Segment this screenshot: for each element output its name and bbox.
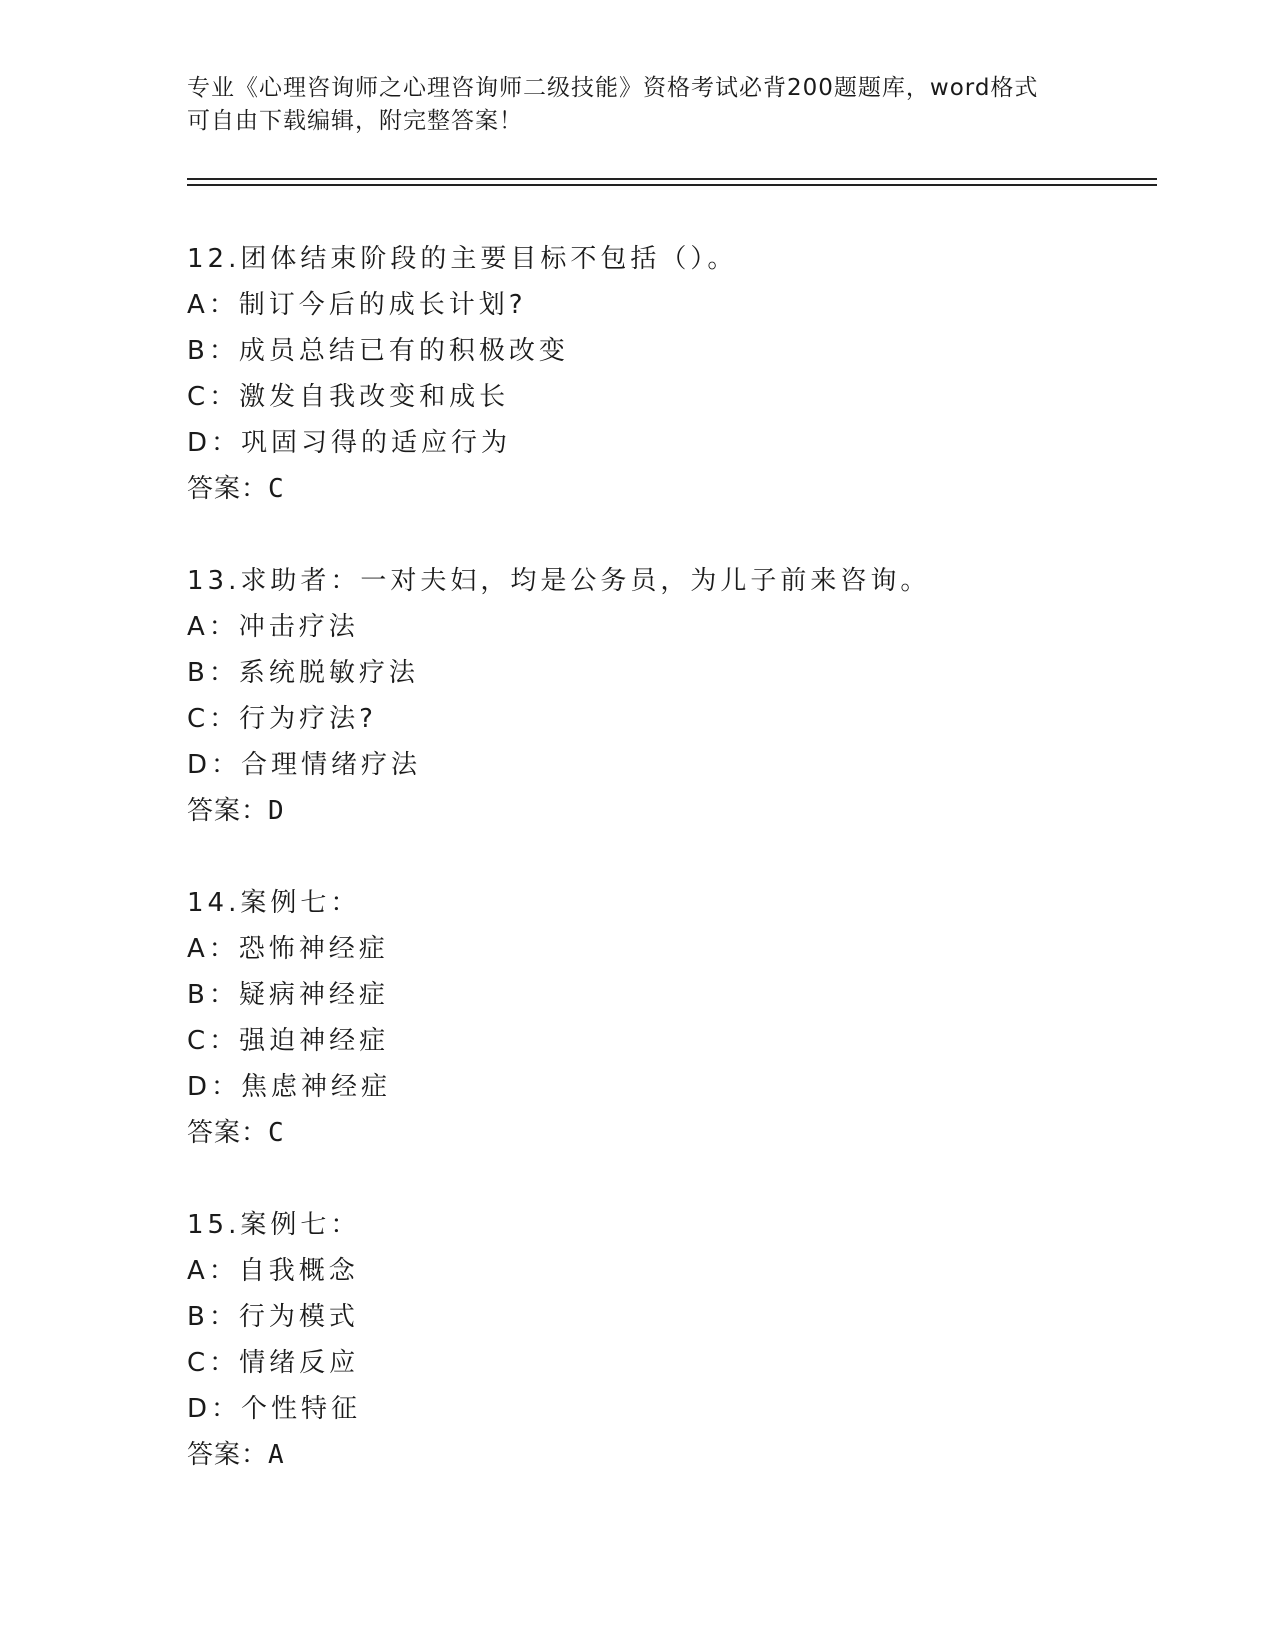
answer-value: A xyxy=(268,1440,284,1470)
header-line-2: 可自由下载编辑，附完整答案！ xyxy=(187,108,523,134)
header-line-1: 专业《心理咨询师之心理咨询师二级技能》资格考试必背200题题库，word格式 xyxy=(187,75,1039,101)
answer-value: D xyxy=(268,796,284,826)
header-divider-top xyxy=(187,178,1157,180)
answer-line xyxy=(187,788,1167,834)
option-a: A：恐怖神经症 xyxy=(187,934,389,964)
answer-value: C xyxy=(268,474,284,504)
option-b: B：行为模式 xyxy=(187,1302,359,1332)
option-d: D：合理情绪疗法 xyxy=(187,750,422,780)
question-list xyxy=(187,236,1167,1524)
document-header xyxy=(187,72,1087,138)
option-b: B：疑病神经症 xyxy=(187,980,389,1010)
question-14 xyxy=(187,880,1167,1156)
answer-line xyxy=(187,1432,1167,1478)
answer-label: 答案： xyxy=(187,1440,269,1470)
option-a: A：制订今后的成长计划? xyxy=(187,290,527,320)
answer-value: C xyxy=(268,1118,284,1148)
question-stem: 15.案例七： xyxy=(187,1210,361,1240)
answer-line xyxy=(187,1110,1167,1156)
option-c: C：激发自我改变和成长 xyxy=(187,382,510,412)
option-d: D：个性特征 xyxy=(187,1394,362,1424)
option-c: C：情绪反应 xyxy=(187,1348,360,1378)
option-c: C：强迫神经症 xyxy=(187,1026,390,1056)
header-divider-bottom xyxy=(187,184,1157,186)
option-a: A：冲击疗法 xyxy=(187,612,359,642)
question-stem: 14.案例七： xyxy=(187,888,361,918)
option-d: D：巩固习得的适应行为 xyxy=(187,428,512,458)
option-d: D：焦虑神经症 xyxy=(187,1072,392,1102)
question-13 xyxy=(187,558,1167,834)
answer-line xyxy=(187,466,1167,512)
question-stem: 13.求助者：一对夫妇，均是公务员，为儿子前来咨询。 xyxy=(187,566,931,596)
option-c: C：行为疗法? xyxy=(187,704,377,734)
question-stem: 12.团体结束阶段的主要目标不包括（）。 xyxy=(187,244,738,274)
question-15 xyxy=(187,1202,1167,1478)
answer-label: 答案： xyxy=(187,1118,269,1148)
option-b: B：系统脱敏疗法 xyxy=(187,658,419,688)
option-a: A：自我概念 xyxy=(187,1256,359,1286)
answer-label: 答案： xyxy=(187,796,269,826)
option-b: B：成员总结已有的积极改变 xyxy=(187,336,569,366)
question-12 xyxy=(187,236,1167,512)
answer-label: 答案： xyxy=(187,474,269,504)
